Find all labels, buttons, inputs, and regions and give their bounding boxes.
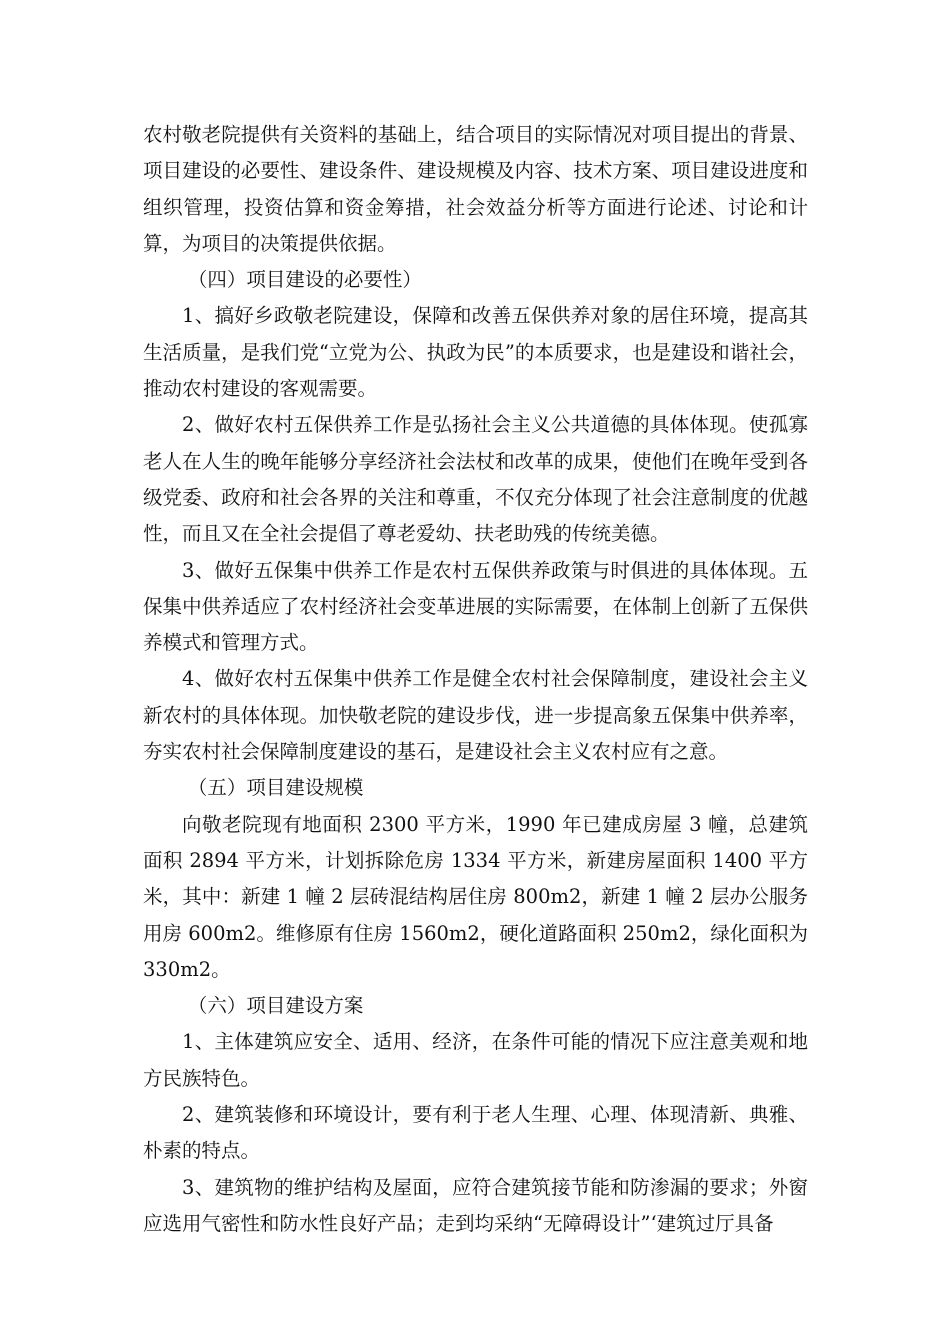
section-heading-plan: （六）项目建设方案 (187, 994, 364, 1018)
paragraph-necessity-1: 1、搞好乡政敬老院建设，保障和改善五保供养对象的居住环境，提高其生活质量，是我们党“立党为公、执政为民”的本质要求，也是建设和谐社会，推动农村建设的客观需要。 (143, 304, 808, 401)
paragraph-necessity-4: 4、做好农村五保集中供养工作是健全农村社会保障制度，建设社会主义新农村的具体体现。加快敬老院的建设步伐，进一步提高象五保集中供养率，夯实农村社会保障制度建设的基石，是建设社会主义农村应有之意。 (143, 667, 808, 764)
paragraph-intro-continuation: 农村敬老院提供有关资料的基础上，结合项目的实际情况对项目提出的背景、项目建设的必要性、建设条件、建设规模及内容、技术方案、项目建设进度和组织管理，投资估算和资金筹措，社会效益分析等方面进行论述、讨论和计算，为项目的决策提供依据。 (143, 123, 808, 255)
paragraph-necessity-3: 3、做好五保集中供养工作是农村五保供养政策与时俱进的具体体现。五保集中供养适应了农村经济社会变革进展的实际需要，在体制上创新了五保供养模式和管理方式。 (143, 558, 808, 655)
section-heading-necessity: （四）项目建设的必要性） (187, 268, 422, 292)
section-heading-scale: （五）项目建设规模 (187, 776, 364, 800)
paragraph-plan-3: 3、建筑物的维护结构及屋面，应符合建筑接节能和防渗漏的要求；外窗应选用气密性和防水性良好产品；走到均采纳“无障碍设计”‘建筑过厅具备 (143, 1175, 808, 1235)
paragraph-scale: 向敬老院现有地面积 2300 平方米，1990 年已建成房屋 3 幢，总建筑面积 2894 平方米，计划拆除危房 1334 平方米，新建房屋面积 1400 平方米，其中：新建 1 幢 2 层砖混结构居住房 800m2，新建 1 幢 2 层办公服务用房 600m2。维修原有住房 1560m2，硬化道路面积 250m2，绿化面积为 330m2。 (143, 812, 808, 981)
paragraph-plan-2: 2、建筑装修和环境设计，要有利于老人生理、心理、体现清新、典雅、朴素的特点。 (143, 1103, 808, 1163)
paragraph-plan-1: 1、主体建筑应安全、适用、经济，在条件可能的情况下应注意美观和地方民族特色。 (143, 1030, 808, 1090)
document-body (143, 117, 808, 1242)
paragraph-necessity-2: 2、做好农村五保供养工作是弘扬社会主义公共道德的具体体现。使孤寡老人在人生的晚年能够分享经济社会法杖和改革的成果，使他们在晚年受到各级党委、政府和社会各界的关注和尊重，不仅充分体现了社会注意制度的优越性，而且又在全社会提倡了尊老爱幼、扶老助残的传统美德。 (143, 413, 808, 546)
